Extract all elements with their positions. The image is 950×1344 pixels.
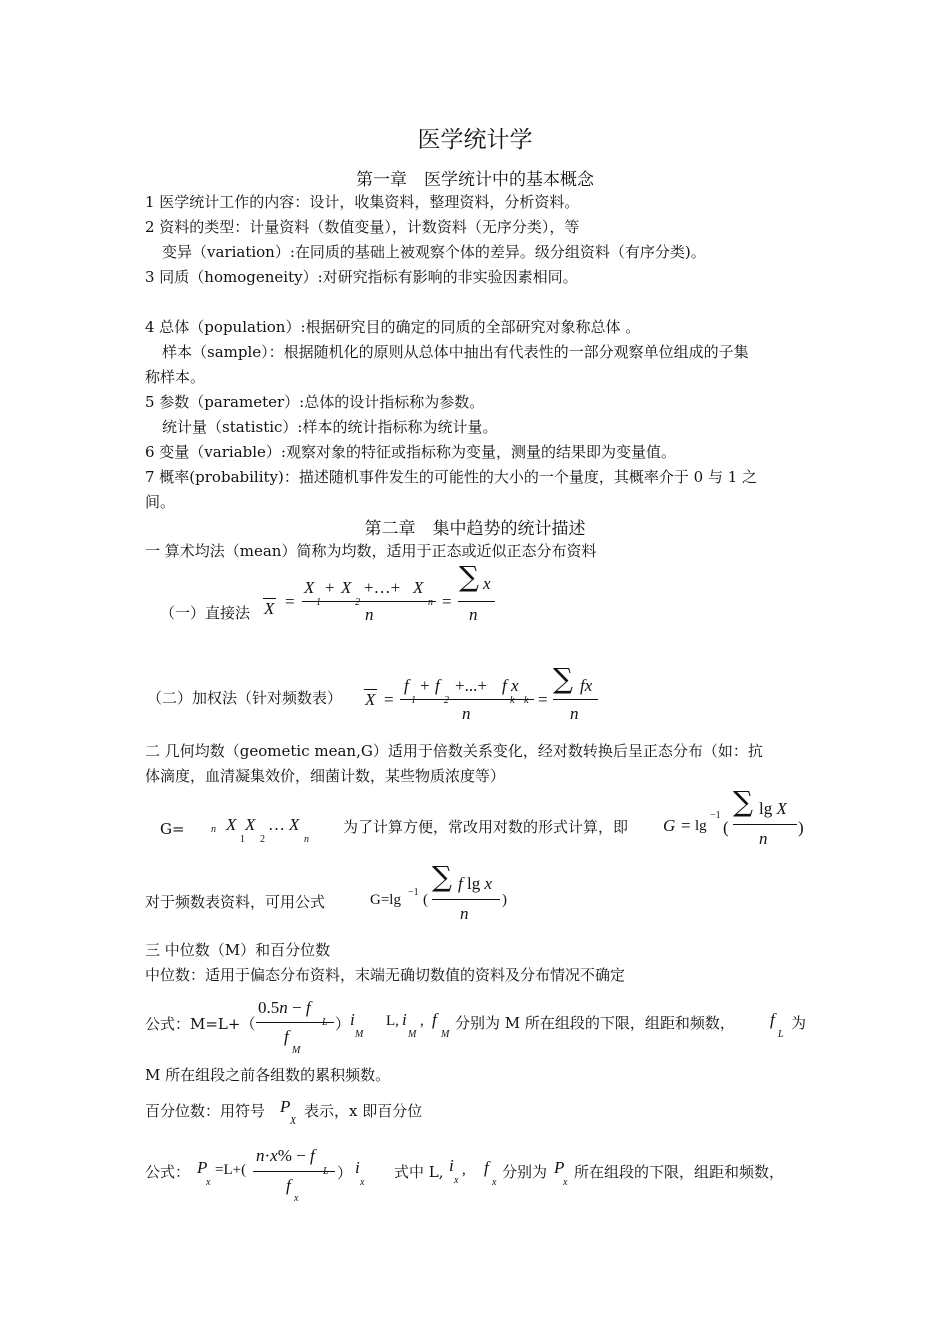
item-4: 4 总体（population）:根据研究目的确定的同质的全部研究对象称总体 。	[145, 318, 641, 336]
chapter-2-heading: 第二章 集中趋势的统计描述	[364, 519, 586, 539]
geometric-mean-intro: 二 几何均数（geometic mean,G）适用于倍数关系变化，经对数转换后呈正态分布（如：抗	[145, 742, 763, 760]
median-description-end: 为	[791, 1014, 807, 1032]
item-2-variation: 变异（variation）:在同质的基础上被观察个体的差异。级分组资料（有序分类)。	[162, 243, 706, 261]
geo-note: 为了计算方便，常改用对数的形式计算，即	[343, 818, 629, 836]
document-title: 医学统计学	[417, 127, 533, 153]
percentile-formula-label: 公式：	[145, 1163, 191, 1181]
chapter-1-heading: 第一章 医学统计中的基本概念	[356, 170, 594, 190]
item-4-sample-cont: 称样本。	[145, 368, 206, 386]
weighted-method-label: （二）加权法（针对频数表）	[147, 689, 343, 707]
median-description-cont: M 所在组段之前各组数的累积频数。	[145, 1066, 391, 1084]
geometric-mean-intro-cont: 体滴度，血清凝集效价，细菌计数，某些物质浓度等）	[145, 767, 506, 785]
geo-g-label: G=	[160, 820, 185, 838]
percentile-description-b: 分别为	[502, 1163, 548, 1181]
percentile-definition-b: 表示，x 即百分位	[304, 1102, 423, 1120]
item-3: 3 同质（homogeneity）:对研究指标有影响的非实验因素相同。	[145, 268, 578, 286]
freq-table-label: 对于频数表资料，可用公式	[145, 893, 326, 911]
percentile-description-c: 所在组段的下限，组距和频数，	[574, 1163, 785, 1181]
item-7: 7 概率(probability)：描述随机事件发生的可能性的大小的一个量度，其概率介于 0 与 1 之	[145, 468, 758, 486]
item-6: 6 变量（variable）:观察对象的特征或指标称为变量，测量的结果即为变量值。	[145, 443, 676, 461]
median-heading: 三 中位数（M）和百分位数	[145, 941, 331, 959]
item-4-sample: 样本（sample）：根据随机化的原则从总体中抽出有代表性的一部分观察单位组成的子集	[162, 343, 749, 361]
mean-intro: 一 算术均法（mean）简称为均数，适用于正态或近似正态分布资料	[145, 542, 597, 560]
item-2: 2 资料的类型：计量资料（数值变量），计数资料（无序分类），等	[145, 218, 580, 236]
median-description: 分别为 M 所在组段的下限，组距和频数，	[455, 1014, 735, 1032]
document-page: 医学统计学 第一章 医学统计中的基本概念 1 医学统计工作的内容：设计，收集资料，整理资料，分析资料。 2 资料的类型：计量资料（数值变量），计数资料（无序分类），等 变异（variation）:在同质的基础上被观察个体的差异。级分组资料（有序分类)。 3 同质（homogeneity）:对研究指标有影响的非实验因素相同。 4 总体（population）:根据研究目的确定的同质的全部研究对象称总体 。 样本（sample）：根据随机化的原则从总体中抽出有代表性的一部分观察单位组成的子集 称样本。 5 参数（parameter）:总体的设计指标称为参数。 统计量（statistic）:样本的统计指标称为统计量。 6 变量（variable）:观察对象的特征或指标称为变量，测量的结果即为变量值。 7 概率(probability)：描述随机事件发生的可能性的大小的一个量度，其概率介于 0 与 1 之 间。 第二章 集中趋势的统计描述 一 算术均法（mean）简称为均数，适用于正态或近似正态分布资料 （一）直接法 X = X 1 + X 2 +…+ X n n = ∑ x n （二）加权法（针对频数表） X = f 1 + f 2 +...+ f x k k n = ∑ fx n 二 几何均数（geometic mean,G）适用于倍数关系变化，经对数转换后呈正态分布（如：抗 体滴度，血清凝集效价，细菌计数，某些物质浓度等） G= n X X … X 1 2 n 为了计算方便，常改用对数的形式计算，即 G = lg −1 ( ∑ lg X n ) 对于频数表资料，可用公式 G=lg −1 ( ∑ f lg x n ) 三 中位数（M）和百分位数 中位数：适用于偏态分布资料，末端无确切数值的资料及分布情况不确定 公式：M=L+（ 0.5n − f L f M ） i M L, i M , f M 分别为 M 所在组段的下限，组距和频数， f L 为 M 所在组段之前各组数的累积频数。 百分位数：用符号 P X 表示，x 即百分位 公式： P x =L+( n·x% − f L f x ） i x 式中 L, i x , f x 分别为 P x 所在组段的下限，组距和频数，	[0, 0, 950, 1344]
item-1: 1 医学统计工作的内容：设计，收集资料，整理资料，分析资料。	[145, 193, 580, 211]
median-definition: 中位数：适用于偏态分布资料，末端无确切数值的资料及分布情况不确定	[145, 966, 626, 984]
item-7-cont: 间。	[145, 493, 176, 511]
percentile-description-a: 式中 L,	[394, 1163, 444, 1181]
median-formula-label: 公式：M=L+（	[145, 1015, 256, 1033]
item-5-statistic: 统计量（statistic）:样本的统计指标称为统计量。	[162, 418, 498, 436]
percentile-definition-a: 百分位数：用符号	[145, 1102, 266, 1120]
direct-method-label: （一）直接法	[160, 604, 251, 622]
item-5: 5 参数（parameter）:总体的设计指标称为参数。	[145, 393, 485, 411]
